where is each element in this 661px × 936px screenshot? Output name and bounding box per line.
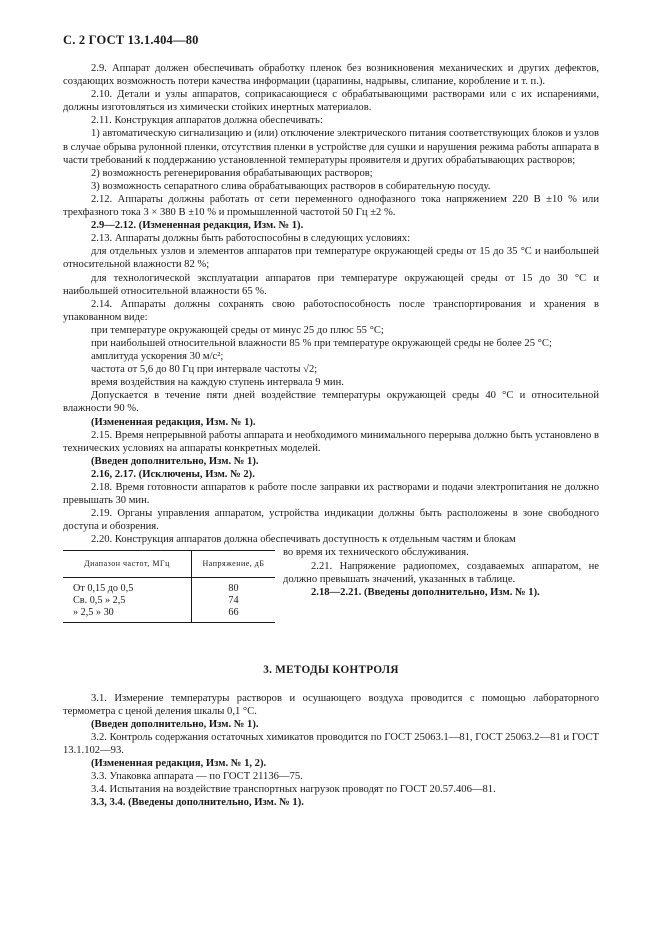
paragraph-2-14: 2.14. Аппараты должны сохранять свою работоспособность после транспортирования и хранения в упакованном виде: [63,298,599,323]
paragraph-3-3: 3.3. Упаковка аппарата — по ГОСТ 21136—75. [91,771,303,783]
table-header-voltage: Напряжение, дБ [192,551,276,578]
amendment-note: (Введен дополнительно, Изм. № 1). [91,455,259,467]
amendment-note: 2.18—2.21. (Введены дополнительно, Изм. № 1). [311,586,540,598]
paragraph-3-4: 3.4. Испытания на воздействие транспортных нагрузок проводят по ГОСТ 20.57.406—81. [91,784,496,796]
amendment-note: 2.9—2.12. (Измененная редакция, Изм. № 1). [91,220,304,232]
paragraph-2-20-continued: во время их технического обслуживания. [283,547,469,559]
paragraph-2-20: 2.20. Конструкция аппаратов должна обеспечивать доступность к отдельным частям и блокам [91,534,516,546]
paragraph-2-10: 2.10. Детали и узлы аппаратов, соприкасающиеся с обрабатывающими растворами или с их испарениями, должны изготовляться из химически стойких инертных материалов. [63,89,599,114]
list-item: для технологической эксплуатации аппаратов при температуре окружающей среды от 15 до 30 °С и наибольшей относительной влажности 65 %. [63,272,599,297]
amendment-note: (Введен дополнительно, Изм. № 1). [91,718,259,730]
table-row [63,607,275,623]
paragraph-2-9: 2.9. Аппарат должен обеспечивать обработку пленок без возникновения механических и других дефектов, создающих возможность потери качества информации (царапины, надрывы, слипание, коробление и т. п.). [63,63,599,88]
list-item-2-11-2: 2) возможность регенерирования обрабатывающих растворов; [91,167,373,179]
section-title: 3. МЕТОДЫ КОНТРОЛЯ [263,664,399,677]
list-item-2-11-1: 1) автоматическую сигнализацию и (или) отключение электрического питания соответствующих блоков и узлов в случае обрыва рулонной пленки, отсутствия пленки в устройстве для сушки и нарушения режима работы аппарата в части требований к поддержанию установленной температуры проявителя и других обрабатывающих растворов; [63,128,599,166]
paragraph-2-12: 2.12. Аппараты должны работать от сети переменного однофазного тока напряжением 220 В ±10 % или трехфазного тока 3 × 380 В ±10 % и промышленной частотой 50 Гц ±2 %. [63,193,599,219]
table-cell: 80 [192,578,276,596]
list-item: при температуре окружающей среды от минус 25 до плюс 55 °С; [91,324,384,336]
side-text [283,546,599,598]
table-cell: От 0,15 до 0,5 [73,583,134,595]
paragraph-2-19: 2.19. Органы управления аппаратом, устройства индикации должны быть расположены в зоне свободного доступа и обозрения. [63,508,599,533]
table-cell: 66 [192,607,276,623]
paragraph-allowance: Допускается в течение пяти дней воздействие температуры окружающей среды 40 °С и относительной влажности 90 %. [63,390,599,415]
paragraph-2-11: 2.11. Конструкция аппаратов должна обеспечивать: [91,115,323,127]
paragraph-2-21: 2.21. Напряжение радиопомех, создаваемых аппаратом, не должно превышать значений, указанных в таблице. [283,560,599,585]
list-item: амплитуда ускорения 30 м/с²; [91,351,224,363]
list-item: при наибольшей относительной влажности 85 % при температуре окружающей среды не более 25 °С; [91,337,552,349]
document-body [63,62,599,809]
list-item: частота от 5,6 до 80 Гц при интервале частоты √2; [91,364,318,376]
paragraph-2-15: 2.15. Время непрерывной работы аппарата и необходимого минимального перерыва должно быть установлено в технических условиях на аппараты конкретных моделей. [63,429,599,454]
amendment-note: 3.3, 3.4. (Введены дополнительно, Изм. № 1). [91,797,304,809]
paragraph-3-1: 3.1. Измерение температуры растворов и осушающего воздуха проводится с помощью лабораторного термометра с ценой деления шкалы 0,1 °С. [63,692,599,717]
table-header-frequency: Диапазон частот, МГц [63,551,192,578]
amendment-note: (Измененная редакция, Изм. № 1). [91,416,256,428]
list-item-2-11-3: 3) возможность сепаратного слива обрабатывающих растворов в собирательную посуду. [91,180,491,192]
table-wrap-zone [63,546,599,646]
radio-interference-table [63,550,275,623]
table-row [63,578,275,596]
paragraph-3-2: 3.2. Контроль содержания остаточных химикатов проводится по ГОСТ 25063.1—81, ГОСТ 25063.2—81 и ГОСТ 13.1.102—93. [63,731,599,756]
paragraph-2-13: 2.13. Аппараты должны быть работоспособны в следующих условиях: [91,233,411,245]
page-header: С. 2 ГОСТ 13.1.404—80 [63,33,199,47]
list-item: для отдельных узлов и элементов аппаратов при температуре окружающей среды от 15 до 35 °С и наибольшей относительной влажности 82 %; [63,246,599,271]
paragraph-2-18: 2.18. Время готовности аппаратов к работе после заправки их растворами и подачи электропитания не должно превышать 30 мин. [63,482,599,507]
table-cell: Св. 0,5 » 2,5 [73,595,126,607]
amendment-note: 2.16, 2.17. (Исключены, Изм. № 2). [91,468,255,480]
table-cell: » 2,5 » 30 [63,607,192,623]
list-item: время воздействия на каждую ступень интервала 9 мин. [91,377,344,389]
table-cell: 74 [192,595,276,607]
table-row [63,595,275,607]
amendment-note: (Измененная редакция, Изм. № 1, 2). [91,758,267,770]
